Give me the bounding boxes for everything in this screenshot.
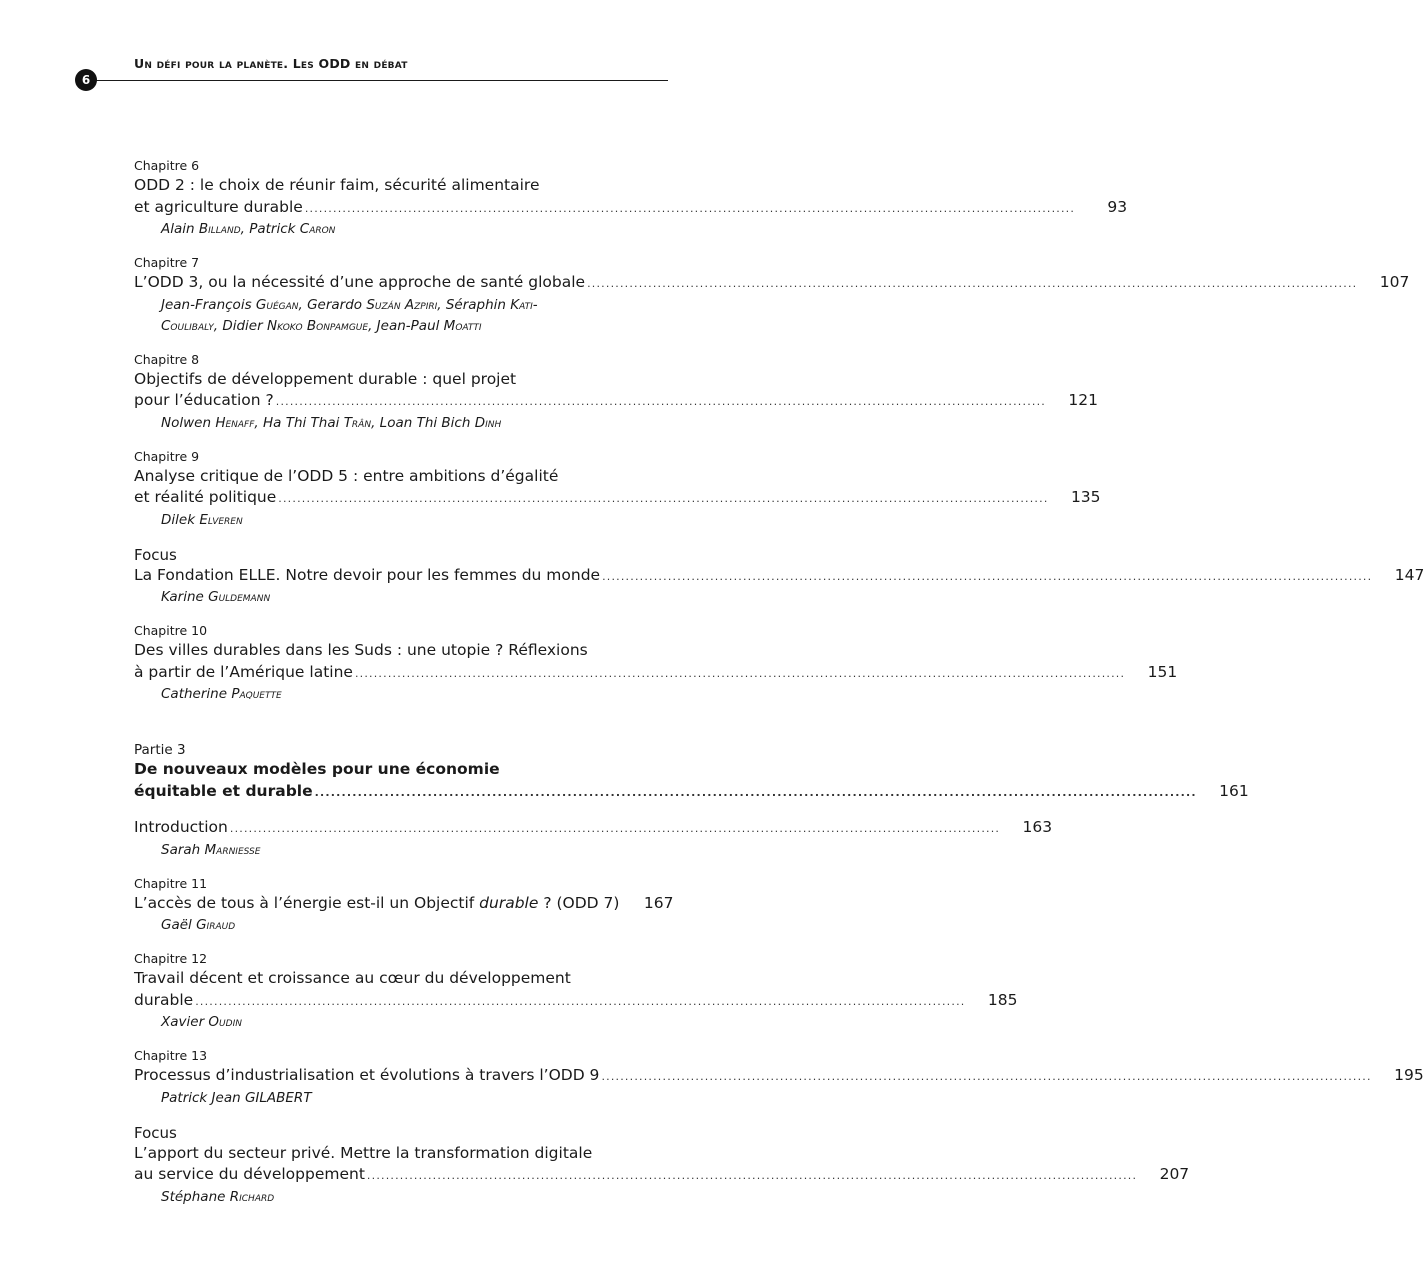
- entry-title-line: [134, 565, 1424, 588]
- entry-page: 147: [1394, 565, 1424, 584]
- running-header: Un défi pour la planète. Les ODD en débat: [134, 56, 408, 71]
- dot-leader: ....................................................................................................................................................................: [304, 201, 1076, 215]
- entry-authors: Patrick Jean GILABERT: [161, 1089, 312, 1106]
- toc-entry-partie-3[interactable]: [134, 741, 1249, 803]
- entry-title-line: [134, 1065, 1424, 1088]
- dot-leader: ....................................................................................................................................................................: [601, 1070, 1372, 1083]
- entry-title: et agriculture durable: [134, 197, 303, 216]
- entry-title-line: [134, 968, 667, 990]
- toc-entry-chapitre-12[interactable]: [134, 950, 1018, 1033]
- entry-title-line: [134, 197, 1128, 220]
- entry-title: L’ODD 3, ou la nécessité d’une approche de santé globale: [134, 273, 586, 291]
- entry-label: Chapitre 10: [134, 623, 208, 638]
- dot-leader: ....................................................................................................................................................................: [278, 492, 1049, 505]
- entry-title-line: [134, 662, 1178, 685]
- entry-label: Chapitre 13: [134, 1048, 208, 1063]
- entry-label: Focus: [134, 545, 177, 564]
- dot-leader: ....................................................................................................................................................................: [314, 785, 1197, 799]
- entry-title: à partir de l’Amérique latine: [134, 662, 353, 681]
- entry-title-line: [134, 390, 1098, 413]
- toc-entry-introduction[interactable]: [134, 817, 1053, 861]
- entry-page: 207: [1159, 1165, 1190, 1183]
- entry-title: Analyse critique de l’ODD 5 : entre ambitions d’égalité: [134, 466, 559, 485]
- table-of-contents: [134, 157, 1424, 1222]
- entry-page: 93: [1107, 197, 1128, 216]
- entry-label: Chapitre 7: [134, 255, 200, 270]
- toc-entry-chapitre-13[interactable]: [134, 1047, 1424, 1109]
- entry-title: Introduction: [134, 818, 228, 836]
- entry-title-line: [134, 175, 667, 197]
- entry-label: Chapitre 11: [134, 875, 208, 891]
- entry-authors: Catherine Paquette: [161, 686, 282, 702]
- entry-authors: Stéphane Richard: [161, 1188, 275, 1205]
- entry-title-line: [134, 640, 667, 662]
- entry-label: Focus: [134, 1123, 177, 1142]
- entry-authors: Karine Guldemann: [161, 589, 271, 605]
- entry-title: Objectifs de développement durable : quel projet: [134, 369, 517, 388]
- entry-title-line: [134, 990, 1018, 1013]
- toc-entry-chapitre-6[interactable]: [134, 157, 1128, 240]
- entry-page: 161: [1219, 781, 1249, 800]
- dot-leader: ....................................................................................................................................................................: [366, 1169, 1138, 1182]
- entry-title-line: [134, 487, 1101, 510]
- entry-label: Chapitre 12: [134, 951, 208, 966]
- entry-label: Partie 3: [134, 742, 186, 758]
- entry-authors: Xavier Oudin: [161, 1014, 242, 1030]
- entry-title: Des villes durables dans les Suds : une utopie ? Réflexions: [134, 641, 588, 659]
- entry-title-line: [134, 1143, 667, 1165]
- entry-title: L’apport du secteur privé. Mettre la transformation digitale: [134, 1143, 593, 1162]
- entry-title: Travail décent et croissance au cœur du développement: [134, 969, 571, 987]
- entry-title-line: [134, 781, 1249, 804]
- entry-title-line: [134, 466, 667, 488]
- toc-entry-chapitre-10[interactable]: [134, 622, 1178, 705]
- toc-entry-focus-secteur-prive[interactable]: [134, 1123, 1190, 1208]
- entry-page: 151: [1147, 662, 1178, 681]
- dot-leader: ....................................................................................................................................................................: [354, 666, 1126, 680]
- entry-page: 195: [1394, 1066, 1424, 1084]
- entry-title: équitable et durable: [134, 781, 313, 800]
- entry-title: De nouveaux modèles pour une économie: [134, 760, 500, 778]
- entry-page: 107: [1379, 273, 1410, 291]
- entry-label: Chapitre 6: [134, 158, 200, 173]
- toc-entry-chapitre-8[interactable]: [134, 351, 1098, 434]
- entry-title-line: [134, 1164, 1190, 1187]
- entry-label: Chapitre 8: [134, 351, 200, 367]
- entry-title: Processus d’industrialisation et évolutions à travers l’ODD 9: [134, 1066, 600, 1084]
- entry-authors: Nolwen Henaff, Ha Thi Thai Trân, Loan Thi Bich Dinh: [161, 414, 502, 431]
- entry-label: Chapitre 9: [134, 448, 200, 464]
- entry-authors: Sarah Marniesse: [161, 841, 261, 858]
- entry-authors: Gaël Giraud: [161, 917, 236, 933]
- toc-entry-chapitre-9[interactable]: [134, 448, 1101, 531]
- entry-title: L’accès de tous à l’énergie est-il un Objectif durable ? (ODD 7): [134, 893, 620, 912]
- entry-title-line: [134, 272, 1410, 295]
- dot-leader: ....................................................................................................................................................................: [275, 395, 1046, 408]
- page-number-badge: 6: [75, 69, 97, 91]
- toc-entry-chapitre-11[interactable]: [134, 875, 674, 937]
- dot-leader: ....................................................................................................................................................................: [587, 277, 1358, 290]
- entry-authors: Alain Billand, Patrick Caron: [161, 221, 336, 237]
- toc-entry-chapitre-7[interactable]: [134, 254, 1410, 337]
- entry-page: 167: [643, 893, 674, 912]
- header-rule: [88, 80, 668, 81]
- entry-title-line: [134, 817, 1053, 840]
- dot-leader: ....................................................................................................................................................................: [229, 822, 1001, 835]
- entry-authors: Dilek Elveren: [161, 511, 243, 528]
- entry-page: 121: [1068, 391, 1098, 409]
- entry-page: 135: [1070, 488, 1101, 506]
- toc-entry-focus-elle[interactable]: [134, 545, 1424, 609]
- entry-authors: Jean-François Guégan, Gerardo Suzán Azpiri, Séraphin Kati- Coulibaly, Didier Nkoko Bonpamgue, Jean-Paul Moatti: [161, 296, 538, 334]
- entry-page: 185: [987, 990, 1018, 1009]
- entry-page: 163: [1022, 818, 1053, 836]
- entry-title-line: [134, 759, 667, 781]
- entry-title-line: [134, 369, 667, 391]
- entry-title: La Fondation ELLE. Notre devoir pour les femmes du monde: [134, 565, 601, 584]
- dot-leader: ....................................................................................................................................................................: [195, 994, 966, 1008]
- entry-title: pour l’éducation ?: [134, 391, 274, 409]
- dot-leader: ....................................................................................................................................................................: [602, 569, 1373, 583]
- entry-title: au service du développement: [134, 1165, 365, 1183]
- entry-title: durable: [134, 990, 194, 1009]
- entry-title: et réalité politique: [134, 488, 277, 506]
- entry-title: ODD 2 : le choix de réunir faim, sécurité alimentaire: [134, 176, 540, 194]
- entry-title-line: [134, 893, 674, 916]
